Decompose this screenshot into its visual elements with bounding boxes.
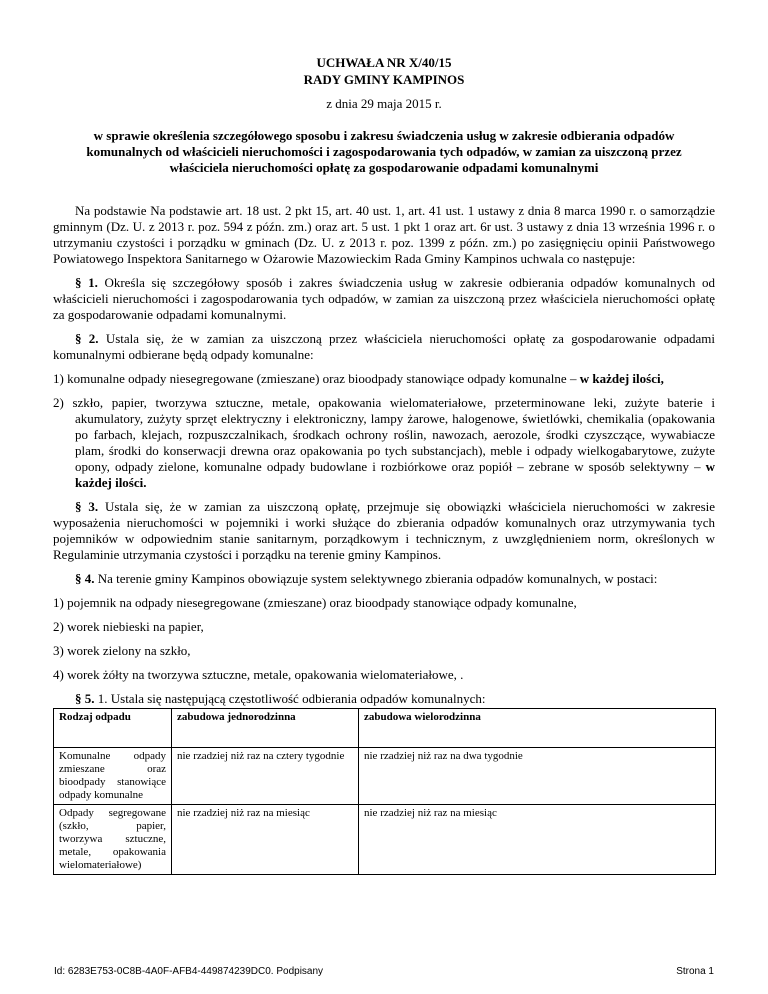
item-number: 1) bbox=[53, 595, 64, 610]
table-header-waste-type: Rodzaj odpadu bbox=[54, 709, 172, 748]
table-header-row bbox=[54, 709, 716, 748]
resolution-date: z dnia 29 maja 2015 r. bbox=[326, 96, 442, 111]
item-text: worek zielony na szkło, bbox=[67, 643, 191, 658]
section-3-sign: § 3. bbox=[75, 499, 99, 514]
document-id-footer: Id: 6283E753-0C8B-4A0F-AFB4-449874239DC0. Podpisany bbox=[54, 966, 324, 977]
section-4-sign: § 4. bbox=[75, 571, 95, 586]
section-4-text: Na terenie gminy Kampinos obowiązuje system selektywnego zbierania odpadów komunalnych, w postaci: bbox=[97, 571, 658, 586]
document-body bbox=[53, 203, 715, 715]
section-2-text: Ustala się, że w zamian za uiszczoną przez właściciela nieruchomości opłatę za gospodarowanie odpadami komunalnymi odbierane będą odpady komunalne: bbox=[53, 331, 716, 362]
title-line-1: UCHWAŁA NR X/40/15 bbox=[316, 55, 452, 70]
item-text: szkło, papier, tworzywa sztuczne, metale, opakowania wielomateriałowe, przeterminowane leki, zużyte baterie i akumulatory, zużyty sprzęt elektryczny i elektroniczny, lampy żarowe, halogenowe, świetlówki, chemikalia (opakowania po farbach, klejach, rozpuszczalnikach, środkach ochrony roślin, nawozach, aerozole, środki czyszczące, wywabiacze plam, środki do konserwacji drewna oraz opakowania po tych substancjach), meble i odpady wielkogabarytowe, zużyte opony, odpady zielone, komunalne odpady budowlane i rozbiórkowe oraz popiół – zebrane w sposób selektywny – bbox=[72, 395, 715, 474]
section-1-sign: § 1. bbox=[75, 275, 98, 290]
item-number: 2) bbox=[53, 395, 64, 410]
section-5 bbox=[53, 691, 715, 707]
section-4-item-2 bbox=[53, 619, 715, 635]
section-3-text: Ustala się, że w zamian za uiszczoną opłatę, przejmuje się obowiązki właściciela nieruchomości w zakresie wyposażenia nieruchomości w pojemniki i worki służące do zbierania odpadów komunalnych oraz utrzymywania tych pojemników w odpowiednim stanie sanitarnym, porządkowym i technicznym, z uwzględnieniem norm, określonych w Regulaminie utrzymania czystości i porządku na terenie gminy Kampinos. bbox=[53, 499, 716, 562]
section-4 bbox=[53, 571, 715, 587]
item-text: worek żółty na tworzywa sztuczne, metale, opakowania wielomateriałowe, . bbox=[67, 667, 464, 682]
section-2-item-2 bbox=[53, 395, 715, 491]
section-4-item-4 bbox=[53, 667, 715, 683]
table-cell: nie rzadziej niż raz na dwa tygodnie bbox=[359, 748, 716, 805]
table-cell: nie rzadziej niż raz na miesiąc bbox=[172, 805, 359, 875]
item-text: pojemnik na odpady niesegregowane (zmieszane) oraz bioodpady stanowiące odpady komunalne, bbox=[67, 595, 577, 610]
item-bold-text: w każdej ilości, bbox=[579, 371, 664, 386]
resolution-title bbox=[0, 54, 768, 88]
item-number: 1) bbox=[53, 371, 64, 386]
table-row bbox=[54, 748, 716, 805]
section-2-item-1 bbox=[53, 371, 715, 387]
section-1-text: Określa się szczegółowy sposób i zakres świadczenia usług w zakresie odbierania odpadów komunalnych od właścicieli nieruchomości i zagospodarowania tych odpadów, w zamian za uiszczoną przez właściciela nieruchomości opłatę za gospodarowanie odpadami komunalnymi. bbox=[53, 275, 715, 322]
section-4-item-1 bbox=[53, 595, 715, 611]
table-cell: Komunalne odpady zmieszane oraz bioodpady stanowiące odpady komunalne bbox=[54, 748, 172, 805]
section-3 bbox=[53, 499, 715, 563]
section-2-sign: § 2. bbox=[75, 331, 99, 346]
section-5-text: 1. Ustala się następującą częstotliwość odbierania odpadów komunalnych: bbox=[97, 691, 486, 706]
collection-frequency-table bbox=[53, 708, 716, 875]
preamble: Na podstawie Na podstawie art. 18 ust. 2 pkt 15, art. 40 ust. 1, art. 41 ust. 1 ustawy z dnia 8 marca 1990 r. o samorządzie gminnym (Dz. U. z 2013 r. poz. 594 z późn. zm.) oraz art. 5 ust. 1 pkt 1 oraz art. 6r ust. 3 ustawy z dnia 13 września 1996 r. o utrzymaniu czystości i porządku w gminach (Dz. U. z 2013 r. poz. 1399 z późn. zm.) po zasięgnięciu opinii Państwowego Powiatowego Inspektora Sanitarnego w Ożarowie Mazowieckim Rada Gminy Kampinos uchwala co następuje: bbox=[53, 203, 715, 266]
item-number: 4) bbox=[53, 667, 64, 682]
page-number: Strona 1 bbox=[676, 966, 714, 977]
item-text: komunalne odpady niesegregowane (zmieszane) oraz bioodpady stanowiące odpady komunalne – bbox=[67, 371, 580, 386]
section-4-item-3 bbox=[53, 643, 715, 659]
resolution-subject: w sprawie określenia szczegółowego sposobu i zakresu świadczenia usług w zakresie odbierania odpadów komunalnych od właścicieli nieruchomości i zagospodarowania tych odpadów, w zamian za uiszczoną przez właściciela nieruchomości opłatę za gospodarowanie odpadami komunalnymi bbox=[86, 128, 682, 175]
section-1 bbox=[53, 275, 715, 323]
item-number: 2) bbox=[53, 619, 64, 634]
table-cell: Odpady segregowane (szkło, papier, tworzywa sztuczne, metale, opakowania wielomateriałowe) bbox=[54, 805, 172, 875]
title-line-2: RADY GMINY KAMPINOS bbox=[303, 72, 465, 87]
table-row bbox=[54, 805, 716, 875]
table-header-multi-family: zabudowa wielorodzinna bbox=[359, 709, 716, 748]
table-cell: nie rzadziej niż raz na miesiąc bbox=[359, 805, 716, 875]
section-5-sign: § 5. bbox=[75, 691, 95, 706]
item-text: worek niebieski na papier, bbox=[67, 619, 204, 634]
item-number: 3) bbox=[53, 643, 64, 658]
table-cell: nie rzadziej niż raz na cztery tygodnie bbox=[172, 748, 359, 805]
item-bold-text: w każdej ilości. bbox=[75, 459, 715, 490]
table-header-single-family: zabudowa jednorodzinna bbox=[172, 709, 359, 748]
section-2 bbox=[53, 331, 715, 363]
